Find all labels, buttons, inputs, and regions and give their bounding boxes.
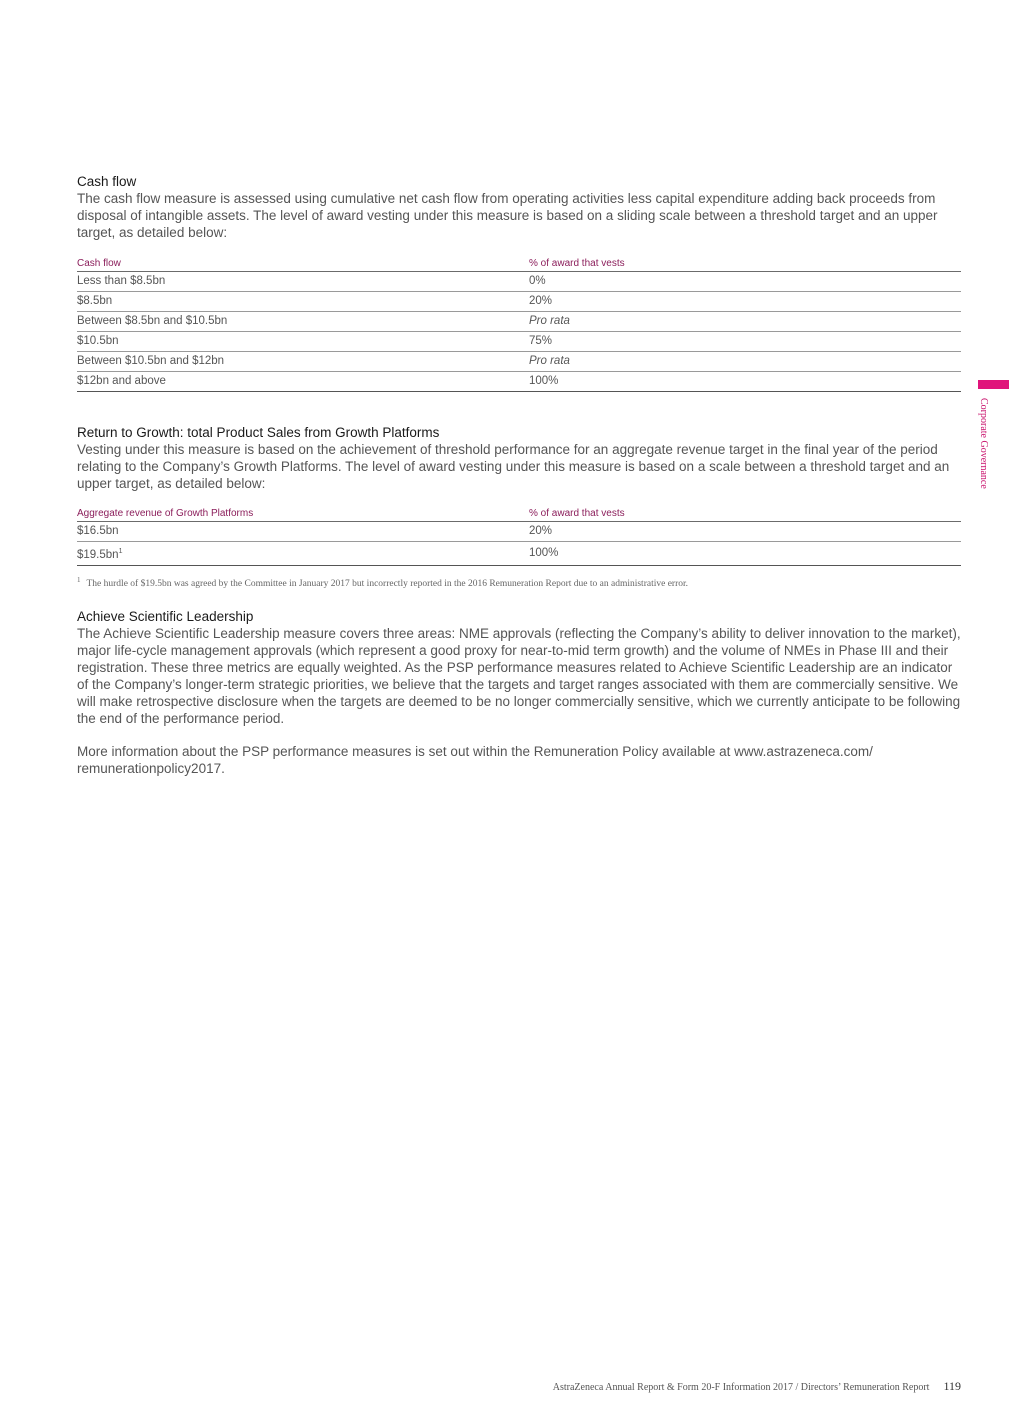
footnote-mark: 1: [77, 576, 81, 584]
footnote: [77, 576, 961, 589]
table-row: [77, 372, 961, 392]
cash-flow-heading: Cash flow: [77, 174, 137, 189]
cash-flow-paragraph: The cash flow measure is assessed using cumulative net cash flow from operating activities less capital expenditure adding back proceeds from disposal of intangible assets. The level of award vesting under this measure is based on a sliding scale between a threshold target and an upper target, as detailed below:: [77, 191, 938, 240]
growth-table-wrap: [77, 507, 961, 566]
growth-table: [77, 507, 961, 566]
growth-heading: Return to Growth: total Product Sales from Growth Platforms: [77, 425, 440, 440]
leadership-section: [77, 608, 961, 777]
table-cell: Less than $8.5bn: [77, 272, 529, 292]
table-cell: Between $8.5bn and $10.5bn: [77, 312, 529, 332]
table-row: [77, 332, 961, 352]
table-cell: 20%: [529, 522, 961, 542]
table-cell: 100%: [529, 542, 961, 566]
page-footer: [553, 1379, 961, 1394]
footnote-text: The hurdle of $19.5bn was agreed by the Committee in January 2017 but incorrectly reported in the 2016 Remuneration Report due to an administrative error.: [86, 579, 689, 590]
table-cell: $8.5bn: [77, 292, 529, 312]
cash-flow-section: [77, 173, 961, 241]
table-cell: 100%: [529, 372, 961, 392]
growth-section: [77, 424, 961, 492]
column-header: Cash flow: [77, 257, 529, 272]
cash-flow-table: [77, 257, 961, 392]
column-header: % of award that vests: [529, 507, 961, 522]
table-cell: 0%: [529, 272, 961, 292]
table-cell: Pro rata: [529, 352, 961, 372]
side-section-label: Corporate Governance: [978, 398, 989, 489]
footer-text: AstraZeneca Annual Report & Form 20-F Information 2017 / Directors’ Remuneration Report: [552, 1382, 930, 1393]
table-cell: Between $10.5bn and $12bn: [77, 352, 529, 372]
table-cell-text: $19.5bn: [77, 548, 119, 561]
section-tab-marker: [978, 380, 1009, 389]
table-row: [77, 292, 961, 312]
table-cell: Pro rata: [529, 312, 961, 332]
leadership-paragraph: The Achieve Scientific Leadership measure covers three areas: NME approvals (reflecting the Company’s ability to deliver innovation to the market), major life-cycle management approvals (which represent a good proxy for near-to-mid term growth) and the volume of NMEs in Phase III and their registration. These three metrics are equally weighted. As the PSP performance measures related to Achieve Scientific Leadership are an indicator of the Company’s longer-term strategic priorities, we believe that the targets and target ranges associated with them are commercially sensitive. We will make retrospective disclosure when the targets are deemed to be no longer commercially sensitive, which we currently anticipate to be following the end of the performance period.: [77, 626, 961, 726]
table-cell: [77, 542, 529, 566]
cash-flow-table-wrap: [77, 257, 961, 392]
column-header: % of award that vests: [529, 257, 961, 272]
growth-paragraph: Vesting under this measure is based on the achievement of threshold performance for an aggregate revenue target in the final year of the period relating to the Company’s Growth Platforms. The level of award vesting under this measure is based on a scale between a threshold target and an upper target, as detailed below:: [77, 442, 950, 491]
table-row: [77, 542, 961, 566]
table-header-row: [77, 507, 961, 522]
table-row: [77, 522, 961, 542]
table-cell: $12bn and above: [77, 372, 529, 392]
table-cell: $16.5bn: [77, 522, 529, 542]
leadership-heading: Achieve Scientific Leadership: [77, 609, 254, 624]
table-cell: $10.5bn: [77, 332, 529, 352]
table-header-row: [77, 257, 961, 272]
table-row: [77, 352, 961, 372]
table-cell: 75%: [529, 332, 961, 352]
page-number: 119: [943, 1379, 961, 1393]
more-info-paragraph: More information about the PSP performance measures is set out within the Remuneration Policy available at www.astrazeneca.com/ remunerationpolicy2017.: [77, 744, 873, 776]
table-cell: 20%: [529, 292, 961, 312]
footnote-reference: 1: [118, 548, 123, 555]
column-header: Aggregate revenue of Growth Platforms: [77, 507, 529, 522]
table-row: [77, 272, 961, 292]
table-row: [77, 312, 961, 332]
